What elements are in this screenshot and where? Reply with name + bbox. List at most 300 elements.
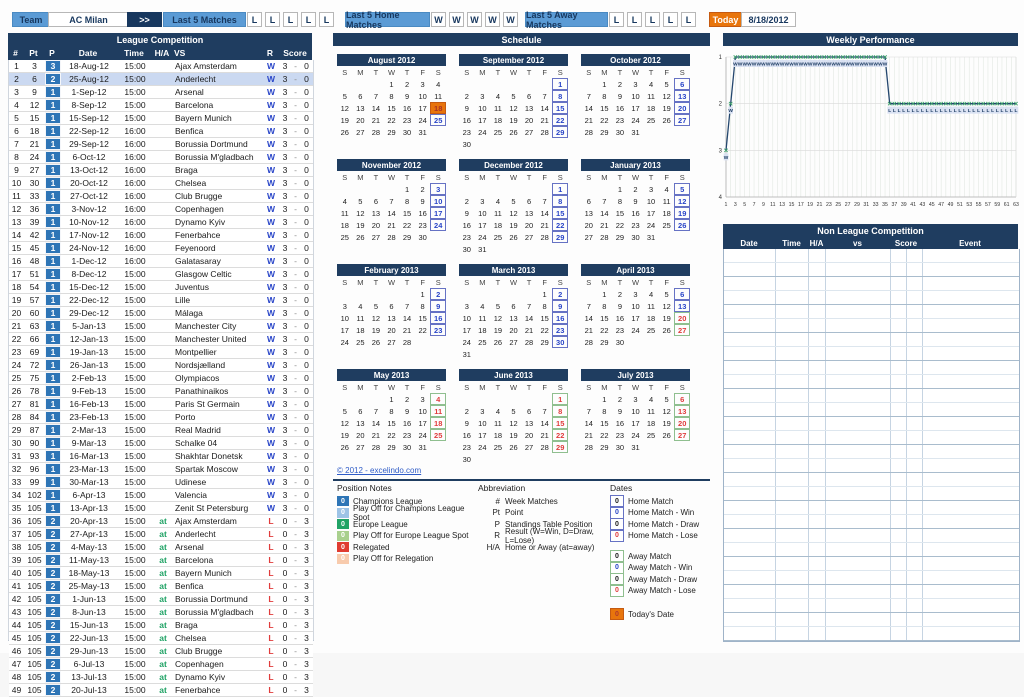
calendar-date: 4 (664, 184, 669, 194)
calendar-date: 5 (358, 196, 363, 206)
cell-score-for: 3 (282, 268, 288, 279)
cell-week: 46 (11, 645, 22, 656)
calendar-date: 7 (542, 91, 547, 101)
cell-home-away: at (159, 658, 167, 669)
calendar-month-title: June 2013 (459, 369, 568, 381)
calendar-date: 2 (617, 394, 622, 404)
cell-score-against: 0 (304, 424, 309, 435)
league-col-r: R (266, 47, 274, 58)
non-league-cell (923, 375, 1019, 388)
cell-time: 15:00 (124, 450, 146, 461)
calendar-date: 13 (509, 313, 518, 323)
cell-score-against: 0 (304, 333, 309, 344)
calendar-blank (353, 78, 369, 90)
calendar-date: 1 (602, 79, 607, 89)
calendar-date: 7 (586, 301, 591, 311)
cell-opponent: Anderlecht (175, 73, 216, 84)
non-league-cell (776, 487, 809, 500)
cell-home-away (153, 203, 173, 215)
svg-text:37: 37 (891, 202, 898, 208)
cell-score-dash: - (294, 541, 297, 552)
cell-score-against: 0 (304, 359, 309, 370)
cell-points: 27 (29, 164, 40, 175)
cell-time: 16:00 (124, 255, 146, 266)
svg-text:23: 23 (826, 202, 832, 208)
non-league-col-score: Score (894, 238, 918, 248)
cell-points: 105 (27, 619, 42, 630)
cell-position: 1 (45, 281, 61, 293)
calendar-date: 1 (552, 78, 568, 90)
calendar-date: 29 (402, 232, 412, 242)
calendar-date: 18 (493, 220, 503, 230)
cell-opponent: Benfica (175, 580, 204, 591)
calendar-date: 31 (418, 127, 427, 137)
non-league-cell (776, 613, 809, 626)
cell-home-away: at (159, 671, 167, 682)
calendar-date: 16 (462, 430, 471, 440)
calendar-date: 15 (600, 313, 609, 323)
calendar-blank (475, 78, 491, 90)
cell-position: 1 (45, 333, 61, 345)
position-note-label: Relegated (353, 542, 390, 552)
cell-score-for: 3 (282, 229, 288, 240)
calendar-date: 22 (552, 114, 568, 126)
cell-date: 23-Mar-13 (69, 463, 109, 474)
non-league-cell (809, 431, 826, 444)
non-league-cell (826, 515, 891, 528)
calendar-day-header: T (404, 172, 410, 182)
cell-home-away (153, 164, 173, 176)
non-league-cell (809, 361, 826, 374)
calendar-blank (581, 78, 597, 90)
cell-score-dash: - (294, 593, 297, 604)
non-league-cell (809, 403, 826, 416)
non-league-cell (891, 333, 907, 346)
calendar-date: 7 (586, 406, 591, 416)
cell-points: 105 (27, 671, 42, 682)
league-row (9, 671, 313, 684)
svg-text:W: W (789, 62, 794, 68)
calendar-day-header: S (586, 172, 592, 182)
cell-score-against: 3 (304, 606, 309, 617)
calendar-blank (353, 288, 369, 300)
non-league-cell (907, 529, 923, 542)
svg-text:W: W (850, 62, 855, 68)
non-league-row (724, 417, 1019, 431)
calendar-date: 27 (356, 442, 365, 452)
cell-date: 15-Dec-12 (69, 281, 109, 292)
cell-home-away (153, 125, 173, 137)
calendar-date: 20 (356, 430, 365, 440)
calendar-blank (490, 393, 506, 405)
calendar-date: 6 (373, 196, 378, 206)
cell-date: 3-Nov-12 (71, 203, 107, 214)
calendar-day-header: F (664, 172, 669, 182)
cell-points: 105 (27, 580, 42, 591)
calendar-date: 16 (418, 208, 427, 218)
non-league-col-ha: H/A (809, 238, 824, 248)
svg-text:11: 11 (770, 202, 776, 208)
cell-week: 19 (11, 294, 22, 305)
cell-position: 1 (45, 99, 61, 111)
non-league-cell (724, 487, 776, 500)
calendar-date: 14 (584, 103, 593, 113)
svg-text:L: L (892, 109, 896, 115)
cell-position: 2 (45, 645, 61, 657)
cell-week: 36 (11, 515, 22, 526)
cell-score-against: 3 (304, 619, 309, 630)
calendar-date: 2 (404, 394, 410, 404)
league-row (9, 684, 313, 697)
non-league-cell (923, 501, 1019, 514)
calendar-date: 30 (462, 139, 471, 149)
cell-points: 33 (29, 190, 40, 201)
calendar-date: 31 (631, 127, 640, 137)
non-league-row (724, 501, 1019, 515)
cell-points: 105 (27, 567, 42, 578)
calendar-date: 14 (371, 418, 381, 428)
calendar-date: 27 (524, 127, 534, 137)
cell-week: 40 (11, 567, 22, 578)
position-note-label: Play Off for Europe League Spot (353, 531, 469, 541)
calendar-date: 20 (524, 430, 534, 440)
cell-points: 105 (27, 658, 42, 669)
cell-score-for: 0 (282, 580, 288, 591)
calendar-date: 17 (631, 418, 640, 428)
non-league-cell (891, 459, 907, 472)
cell-home-away (153, 424, 173, 436)
calendar-month (337, 54, 446, 151)
non-league-cell (891, 501, 907, 514)
league-col-ha: H/A (154, 47, 170, 58)
cell-score-against: 0 (304, 86, 309, 97)
non-league-cell (826, 277, 891, 290)
cell-score-for: 3 (282, 281, 288, 292)
calendar-days (459, 171, 568, 255)
calendar-date: 25 (646, 115, 656, 125)
league-row (9, 424, 313, 437)
date-legend-label: Away Match - Win (628, 563, 693, 573)
calendar-date: 28 (524, 337, 534, 347)
cell-opponent: Shakhtar Donetsk (175, 450, 243, 461)
team-name-cell[interactable]: AC Milan (48, 12, 129, 27)
non-league-cell (724, 445, 776, 458)
non-league-cell (776, 291, 809, 304)
calendar-date: 15 (552, 102, 568, 114)
calendar-date: 8 (389, 91, 394, 101)
calendar-day-header: S (679, 67, 685, 77)
non-league-cell (809, 501, 826, 514)
cell-result: W (266, 411, 276, 422)
cell-date: 19-Jan-13 (69, 346, 109, 357)
non-league-row (724, 375, 1019, 389)
calendar-blank (459, 183, 475, 195)
cell-score-dash: - (294, 307, 297, 318)
today-date-cell[interactable]: 8/18/2012 (741, 12, 796, 27)
non-league-row (724, 249, 1019, 263)
cell-home-away (153, 190, 173, 202)
cell-time: 15:00 (124, 632, 146, 643)
abbreviation-meaning: Point (505, 508, 524, 518)
calendar-date: 13 (387, 313, 396, 323)
non-league-cell (826, 543, 891, 556)
calendar-day-header: S (464, 172, 470, 182)
date-legend-label: Away Match (628, 551, 672, 561)
calendar-day-header: T (526, 172, 532, 182)
non-league-cell (776, 263, 809, 276)
calendar-day-header: M (601, 172, 608, 182)
cell-result: L (268, 541, 274, 552)
calendar-date: 12 (662, 406, 671, 416)
calendar-date: 8 (602, 91, 607, 101)
cell-result: W (266, 125, 276, 136)
league-row (9, 593, 313, 606)
cell-result: W (266, 86, 276, 97)
calendar-date: 2 (633, 184, 638, 194)
calendar-date: 15 (552, 417, 568, 429)
svg-text:W: W (835, 62, 841, 68)
cell-week: 28 (11, 411, 22, 422)
cell-date: 9-Mar-13 (71, 437, 107, 448)
calendar-date: 25 (646, 325, 656, 335)
cell-points: 18 (29, 125, 40, 136)
non-league-cell (891, 599, 907, 612)
league-row (9, 138, 313, 151)
cell-time: 15:00 (124, 593, 146, 604)
cell-score-for: 3 (282, 177, 288, 188)
non-league-cell (826, 431, 891, 444)
cell-points: 99 (29, 476, 40, 487)
non-league-cell (891, 417, 907, 430)
non-league-cell (907, 361, 923, 374)
calendar-date: 28 (584, 127, 593, 137)
svg-text:W: W (761, 62, 766, 68)
cell-score-dash: - (294, 489, 297, 500)
calendar-date: 3 (420, 394, 425, 404)
calendar-month-title: November 2012 (337, 159, 446, 171)
non-league-cell (891, 487, 907, 500)
cell-time: 15:00 (124, 476, 146, 487)
cell-score-for: 3 (282, 450, 288, 461)
non-league-cell (923, 319, 1019, 332)
league-row (9, 242, 313, 255)
calendar-day-header: T (495, 67, 501, 77)
cell-result: W (266, 138, 276, 149)
cell-home-away: at (159, 528, 167, 539)
last5-home-label: Last 5 Home Matches (345, 12, 430, 27)
calendar-date: 4 (495, 406, 500, 416)
calendar-date: 13 (674, 300, 690, 312)
match-result-chip: L (247, 12, 262, 27)
league-row (9, 632, 313, 645)
svg-text:W: W (840, 62, 846, 68)
calendar-month (581, 264, 690, 361)
league-row (9, 268, 313, 281)
calendar-date: 19 (509, 220, 518, 230)
non-league-row (724, 389, 1019, 403)
cell-opponent: Galatasaray (175, 255, 221, 266)
cell-opponent: Arsenal (175, 541, 204, 552)
cell-score-against: 0 (304, 463, 309, 474)
calendar-date: 10 (478, 208, 487, 218)
cell-position: 1 (45, 307, 61, 319)
calendar-day-header: S (557, 382, 563, 392)
calendar-date: 23 (615, 325, 625, 335)
cell-position: 1 (45, 450, 61, 462)
match-result-chip: L (645, 12, 660, 27)
calendar-date: 11 (647, 406, 655, 416)
non-league-cell (907, 557, 923, 570)
calendar-date: 29 (540, 337, 549, 347)
cell-score-against: 0 (304, 125, 309, 136)
non-league-row (724, 403, 1019, 417)
date-legend-label: Home Match - Win (628, 508, 695, 518)
non-league-cell (907, 375, 923, 388)
expand-button[interactable]: >> (127, 12, 162, 27)
cell-opponent: Paris St Germain (175, 398, 240, 409)
calendar-blank (459, 288, 475, 300)
calendar-date: 9 (420, 196, 425, 206)
cell-points: 105 (27, 632, 42, 643)
calendar-date: 16 (402, 418, 412, 428)
cell-position: 2 (45, 580, 61, 592)
cell-week: 18 (11, 281, 22, 292)
cell-time: 15:00 (124, 307, 146, 318)
non-league-cell (826, 613, 891, 626)
copyright-link[interactable]: © 2012 - excelindo.com (337, 466, 422, 475)
cell-score-for: 0 (282, 619, 288, 630)
calendar-date: 30 (462, 244, 471, 254)
calendar-day-header: M (357, 277, 364, 287)
calendar-days (337, 276, 446, 348)
calendar-date: 29 (600, 442, 609, 452)
cell-home-away (153, 307, 173, 319)
calendar-month (459, 369, 568, 466)
calendar-date: 9 (404, 91, 410, 101)
cell-date: 1-Dec-12 (71, 255, 107, 266)
svg-text:W: W (775, 62, 780, 68)
non-league-cell (907, 319, 923, 332)
cell-position: 2 (45, 671, 61, 683)
calendar-date: 7 (373, 406, 378, 416)
cell-position: 1 (45, 320, 61, 332)
cell-score-dash: - (294, 203, 297, 214)
cell-position: 2 (45, 73, 61, 85)
cell-home-away (153, 255, 173, 267)
weekly-performance-chart (712, 47, 1024, 219)
non-league-cell (907, 291, 923, 304)
calendar-date: 20 (674, 102, 690, 114)
cell-date: 2-Feb-13 (71, 372, 107, 383)
cell-week: 26 (11, 385, 22, 396)
cell-date: 29-Sep-12 (69, 138, 109, 149)
calendar-day-header: T (404, 382, 410, 392)
non-league-row (724, 347, 1019, 361)
calendar-date: 5 (511, 406, 516, 416)
calendar-month (459, 264, 568, 361)
cell-week: 6 (14, 125, 19, 136)
non-league-col-date: Date (740, 238, 758, 248)
calendar-month-title: February 2013 (337, 264, 446, 276)
cell-result: W (266, 99, 276, 110)
todays-date-item (610, 609, 710, 620)
svg-text:15: 15 (788, 202, 795, 208)
calendar-date: 3 (633, 79, 638, 89)
cell-result: W (266, 307, 276, 318)
non-league-cell (809, 291, 826, 304)
cell-home-away (153, 60, 173, 72)
non-league-title: Non League Competition (723, 224, 1018, 237)
svg-text:W: W (812, 62, 818, 68)
cell-score-against: 0 (304, 138, 309, 149)
cell-score-against: 0 (304, 346, 309, 357)
cell-time: 15:00 (124, 515, 146, 526)
calendar-date: 8 (617, 196, 622, 206)
calendar-day-header: W (509, 67, 518, 77)
non-league-cell (826, 487, 891, 500)
calendar-date: 15 (615, 208, 625, 218)
non-league-cell (923, 305, 1019, 318)
cell-home-away: at (159, 645, 167, 656)
svg-text:2: 2 (718, 101, 722, 108)
svg-text:L: L (911, 109, 915, 115)
calendar-date: 20 (584, 220, 593, 230)
cell-score-dash: - (294, 515, 297, 526)
calendar-day-header: S (435, 382, 441, 392)
calendar-date: 2 (404, 79, 410, 89)
calendar-date: 12 (356, 208, 365, 218)
calendar-date: 17 (478, 115, 487, 125)
cell-result: W (266, 294, 276, 305)
calendar-date: 28 (540, 127, 549, 137)
cell-time: 16:00 (124, 229, 146, 240)
cell-score-dash: - (294, 385, 297, 396)
cell-week: 37 (11, 528, 22, 539)
cell-result: W (266, 255, 276, 266)
non-league-cell (907, 445, 923, 458)
calendar-date: 26 (509, 442, 518, 452)
cell-score-for: 3 (282, 424, 288, 435)
calendar-date: 10 (478, 103, 487, 113)
calendar-date: 18 (356, 325, 365, 335)
calendar-date: 30 (402, 127, 412, 137)
non-league-cell (724, 459, 776, 472)
calendar-date: 18 (646, 418, 656, 428)
non-league-cell (809, 487, 826, 500)
svg-text:1: 1 (724, 202, 728, 208)
svg-text:W: W (878, 62, 883, 68)
svg-text:W: W (826, 62, 832, 68)
cell-score-dash: - (294, 502, 297, 513)
cell-score-against: 0 (304, 190, 309, 201)
calendar-date: 17 (631, 103, 640, 113)
svg-text:L: L (1009, 109, 1013, 115)
cell-score-for: 3 (282, 502, 288, 513)
cell-points: 66 (29, 333, 40, 344)
calendar-blank (506, 393, 522, 405)
calendar-date: 23 (615, 115, 625, 125)
abbreviation-key: R (494, 531, 500, 541)
non-league-cell (724, 515, 776, 528)
cell-date: 30-Mar-13 (69, 476, 109, 487)
cell-score-for: 3 (282, 112, 288, 123)
league-row (9, 398, 313, 411)
calendar-day-header: W (631, 277, 640, 287)
league-col-time: Time (124, 47, 144, 58)
non-league-cell (776, 305, 809, 318)
cell-position: 1 (45, 242, 61, 254)
position-note-item (337, 554, 475, 565)
